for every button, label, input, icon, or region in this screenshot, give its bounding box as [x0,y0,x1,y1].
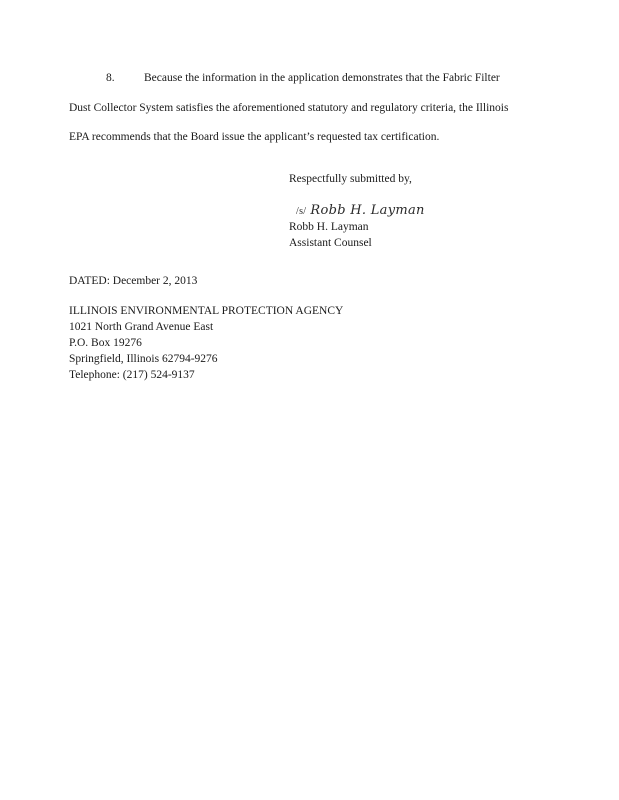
signature [296,202,425,219]
agency-telephone: Telephone: (217) 524-9137 [69,369,195,381]
paragraph-number: 8. [106,72,115,84]
agency-street: 1021 North Grand Avenue East [69,321,214,333]
agency-city: Springfield, Illinois 62794-9276 [69,353,218,365]
signature-prefix: /s/ [296,206,307,217]
closing-salutation: Respectfully submitted by, [289,173,412,185]
agency-po-box: P.O. Box 19276 [69,337,142,349]
paragraph-line-1: Because the information in the application demonstrates that the Fabric Filter [144,72,500,84]
dated-line: DATED: December 2, 2013 [69,275,198,287]
paragraph-line-2: Dust Collector System satisfies the aforementioned statutory and regulatory criteria, the Illinois [69,102,509,114]
paragraph-line-3: EPA recommends that the Board issue the applicant’s requested tax certification. [69,131,440,143]
agency-name: ILLINOIS ENVIRONMENTAL PROTECTION AGENCY [69,305,344,317]
signature-script: Robb H. Layman [310,203,425,218]
signer-name: Robb H. Layman [289,221,369,233]
signer-title: Assistant Counsel [289,237,372,249]
